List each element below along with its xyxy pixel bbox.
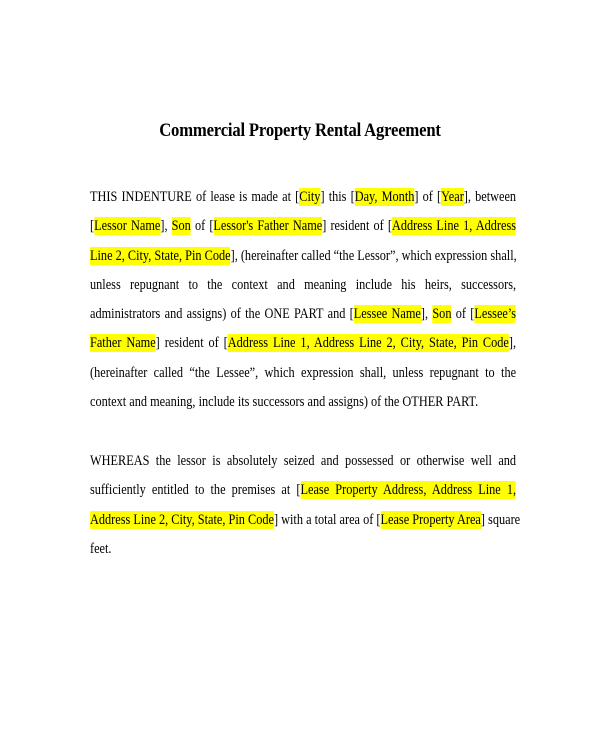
placeholder-lessor-relation: Son (171, 218, 191, 235)
placeholder-lessor-father-name: Lessor's Father Name (213, 218, 323, 235)
text-line: THIS INDENTURE of lease is made at [City] this [Day, Month] of [Year], between (90, 189, 517, 205)
text-line: WHEREAS the lessor is absolutely seized and possessed or otherwise well and (90, 453, 517, 469)
placeholder-lease-property-address-end: Address Line 2, City, State, Pin Code (90, 511, 274, 528)
placeholder-lessor-address-end: Line 2, City, State, Pin Code (90, 247, 231, 264)
text-line: Line 2, City, State, Pin Code], (hereinafter called “the Lessor”, which expression shall, (90, 247, 517, 264)
text-line: Address Line 2, City, State, Pin Code] with a total area of [Lease Property Area] square (90, 511, 521, 528)
text-line: (hereinafter called “the Lessee”, which expression shall, unless repugnant to the (90, 364, 517, 381)
text-line: feet. (90, 540, 112, 557)
paragraph-whereas (90, 447, 521, 564)
placeholder-year: Year (441, 189, 464, 205)
text-line: unless repugnant to the context and meaning include his heirs, successors, (90, 276, 517, 293)
text-line: [Lessor Name], Son of [Lessor's Father Name] resident of [Address Line 1, Address (90, 218, 517, 235)
placeholder-city: City (299, 189, 321, 205)
paragraph-indenture (90, 183, 516, 417)
text-line: Father Name] resident of [Address Line 1, Address Line 2, City, State, Pin Code], (90, 335, 517, 352)
text-line: sufficiently entitled to the premises at [Lease Property Address, Address Line 1, (90, 482, 517, 499)
placeholder-lessee-father-name-end: Father Name (90, 335, 156, 352)
placeholder-lessee-name: Lessee Name (353, 306, 421, 323)
document-title: Commercial Property Rental Agreement (159, 121, 441, 141)
placeholder-lessor-address-start: Address Line 1, Address (391, 218, 517, 235)
placeholder-lease-property-address-start: Lease Property Address, Address Line 1, (300, 482, 517, 499)
placeholder-lease-property-area: Lease Property Area (380, 511, 481, 528)
placeholder-lessee-address: Address Line 1, Address Line 2, City, State, Pin Code (227, 335, 509, 352)
placeholder-day-month: Day, Month (354, 189, 415, 205)
text-line: context and meaning, include its successors and assigns) of the OTHER PART. (90, 394, 479, 411)
placeholder-lessee-father-name-start: Lessee’s (474, 306, 517, 323)
placeholder-lessor-name: Lessor Name (94, 218, 161, 235)
placeholder-lessee-relation: Son (432, 306, 452, 323)
text-line: administrators and assigns) of the ONE PART and [Lessee Name], Son of [Lessee’s (90, 306, 517, 323)
